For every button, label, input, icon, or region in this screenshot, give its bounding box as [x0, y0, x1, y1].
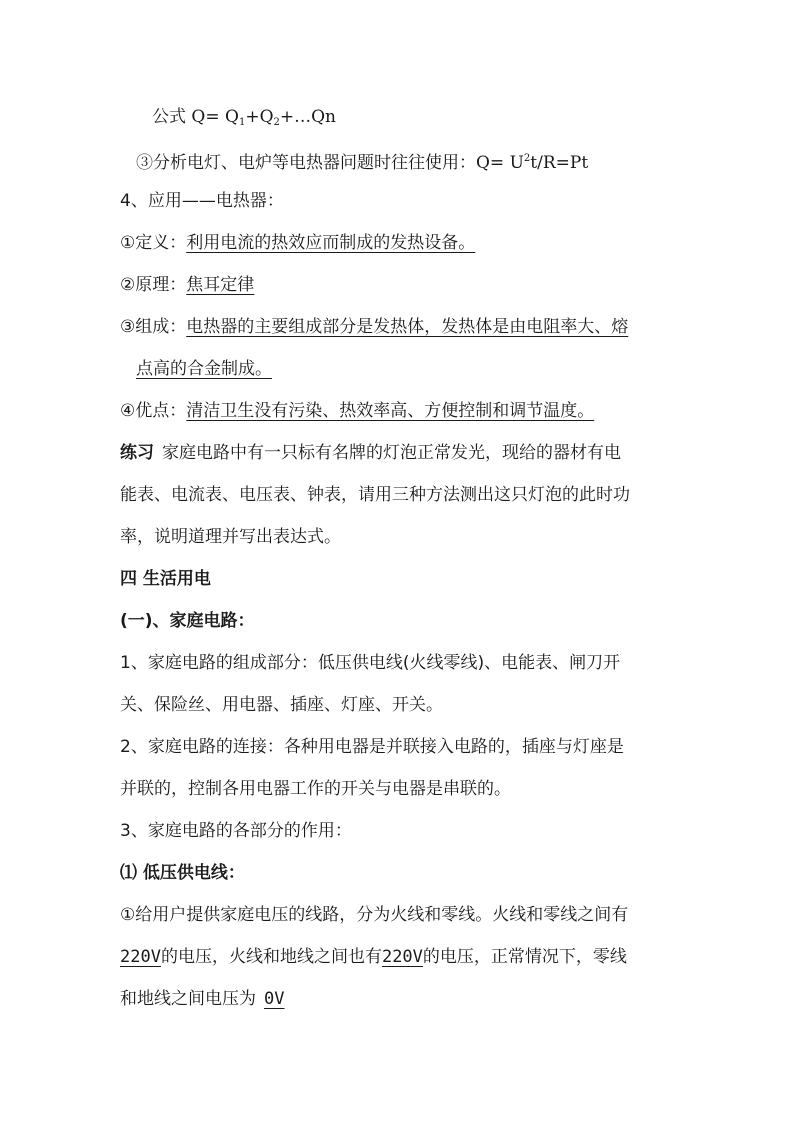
principle-label: ②原理：: [120, 275, 187, 295]
advantages-line: [120, 400, 594, 422]
composition-value-1: 电热器的主要组成部分是发热体，发热体是由电阻率大、熔: [186, 317, 629, 337]
p2-line-2: 并联的，控制各用电器工作的开关与电器是串联的。: [120, 779, 511, 799]
formula-plus: +: [245, 107, 260, 127]
lowv-voltage-2: 220V: [381, 947, 423, 967]
lowv-voltage-1: 220V: [120, 947, 161, 967]
lowv-line-1: ①给用户提供家庭电压的线路，分为火线和零线。火线和零线之间有: [120, 905, 629, 925]
p3-line: 3、家庭电路的各部分的作用：: [120, 821, 352, 841]
principle-value: 焦耳定律: [186, 275, 255, 295]
usage-line: [136, 148, 588, 174]
section4-title: 4、应用——电热器：: [120, 191, 284, 211]
lowv-line-3: [120, 988, 292, 1010]
usage-text: ③分析电灯、电炉等电热器问题时往往使用：Q= U: [136, 153, 524, 173]
lowv-mid: 的电压，火线和地线之间也有: [160, 947, 382, 967]
usage-tail: t/R=Pt: [530, 153, 589, 173]
formula-rest: +…Qn: [279, 107, 337, 127]
usage-sup: 2: [523, 153, 531, 164]
exercise-line-1: [120, 442, 621, 464]
p2-line-1: 2、家庭电路的连接：各种用电器是并联接入电路的，插座与灯座是: [120, 737, 624, 757]
formula-sub2: 2: [273, 117, 280, 128]
lowv-end: 的电压，正常情况下，零线: [422, 947, 627, 967]
composition-value-2: 点高的合金制成。: [136, 359, 272, 379]
formula-prefix: 公式 Q=: [152, 107, 225, 127]
composition-line-2: [136, 358, 272, 380]
formula-q2: Q: [259, 107, 274, 127]
composition-label: ③组成：: [120, 317, 187, 337]
definition-label: ①定义：: [120, 233, 187, 253]
exercise-line-3: 率，说明道理并写出表达式。: [120, 527, 341, 547]
definition-value: 利用电流的热效应而制成的发热设备。: [186, 233, 476, 253]
composition-line-1: [120, 316, 628, 338]
subsection1-title: (一)、家庭电路：: [120, 611, 255, 631]
formula-total-line: [152, 106, 336, 134]
definition-line: [120, 232, 475, 254]
chapter4-title: 四 生活用电: [120, 569, 211, 589]
principle-line: [120, 274, 254, 296]
advantages-label: ④优点：: [120, 401, 187, 421]
lowv-line3-text: 和地线之间电压为: [120, 989, 256, 1009]
exercise-label: 练习: [120, 443, 154, 463]
exercise-text-1: 家庭电路中有一只标有名牌的灯泡正常发光，现给的器材有电: [162, 443, 621, 463]
advantages-value: 清洁卫生没有污染、热效率高、方便控制和调节温度。: [186, 401, 595, 421]
lowv-voltage-3: 0V: [264, 989, 285, 1009]
formula-q1: Q: [225, 107, 239, 127]
low-voltage-heading: ⑴ 低压供电线：: [120, 863, 245, 883]
p1-line-2: 关、保险丝、用电器、插座、灯座、开关。: [120, 695, 443, 715]
formula-sub1: 1: [238, 117, 246, 128]
lowv-line-2: [120, 946, 627, 968]
exercise-line-2: 能表、电流表、电压表、钟表，请用三种方法测出这只灯泡的此时功: [120, 485, 630, 505]
p1-line-1: 1、家庭电路的组成部分：低压供电线(火线零线)、电能表、闸刀开: [120, 653, 621, 673]
